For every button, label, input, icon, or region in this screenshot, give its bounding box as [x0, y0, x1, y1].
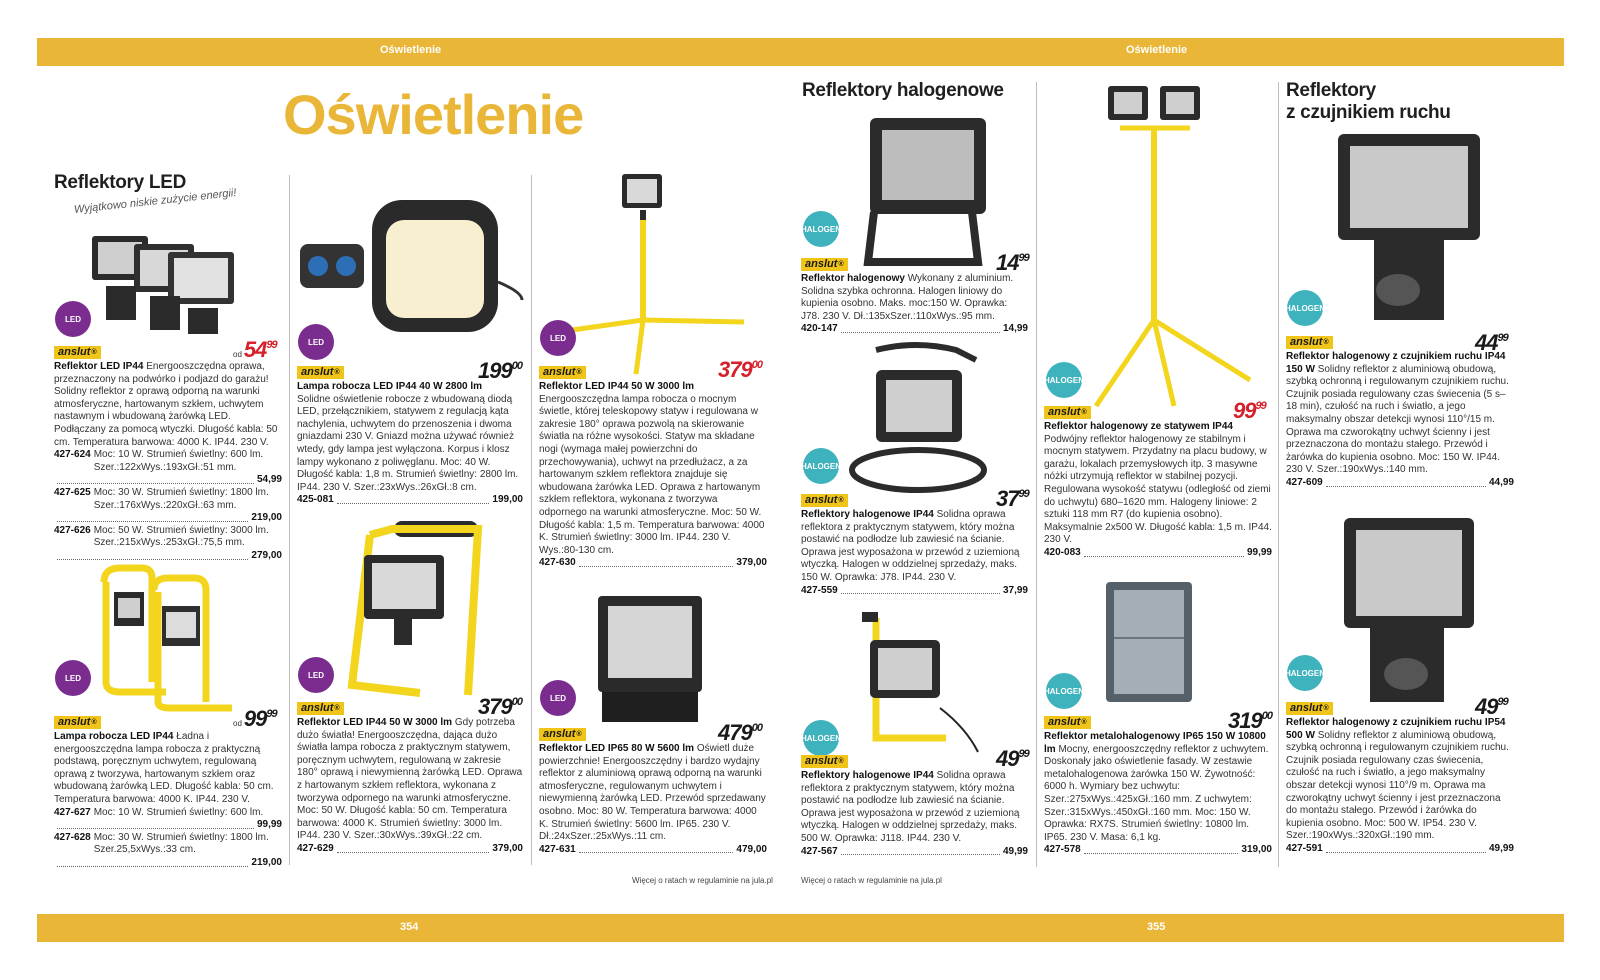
product-desc: Solidne oświetlenie robocze z wbudowaną diodą LED, przełącznikiem, statywem z regulacją kąta nachylenia, uchwytem do przenoszenia i dwoma gniazdami 230 V. Gniazd można używać również wtedy, gdy lampa jest wyłączona. Korpus i klosz lampy wykonano z poliwęglanu. Moc: 40 W. Długość kabla: 1,8 m. Strumień świetlny: 2800 lm. IP44. 230 V. Szer.:23xWys.:26xGł.:8 cm.	[297, 393, 519, 493]
price-main: 49	[1475, 694, 1498, 719]
variant-desc: Moc: 10 W. Strumień świetlny: 600 lm. Szer.:122xWys.:193xGł.:51 mm.	[93, 449, 264, 473]
price-cents: 99	[266, 708, 277, 720]
product-code: 427-591	[1286, 842, 1323, 854]
header-label-left: Oświetlenie	[380, 44, 442, 56]
divider	[531, 175, 532, 865]
brand-name: anslut	[301, 702, 334, 714]
price-row	[801, 323, 1028, 336]
led-badge: LED	[298, 324, 334, 360]
variant-desc: Moc: 10 W. Strumień świetlny: 600 lm.	[93, 806, 264, 818]
price-prefix: od	[233, 719, 242, 728]
price-cents: 99	[1255, 400, 1266, 412]
divider	[1278, 82, 1279, 867]
price-prefix: od	[233, 350, 242, 359]
product-name: Reflektor LED IP44 50 W 3000 lm	[297, 717, 453, 728]
led-badge: LED	[540, 320, 576, 356]
halogen-double-tripod-image	[1090, 80, 1260, 410]
variant-row	[54, 487, 282, 512]
brand-name: anslut	[543, 366, 576, 378]
product-code: 427-625	[54, 486, 91, 498]
price-row	[54, 857, 282, 870]
product-desc: Ładna i energooszczędna lampa robocza z praktyczną podstawą, poręcznym uchwytem, regulowaną oprawą z tworzywa, hartowanym szkłem oraz wbudowaną żarówką LED. Długość kabla: 50 cm. Temperatura barwowa: 4000 K. IP44. 230 V.	[54, 731, 274, 805]
led-floodlights-image	[86, 228, 246, 338]
product-code: 427-559	[801, 584, 838, 596]
product-desc: Oświetl duże powierzchnie! Energooszczędny i bardzo wydajny reflektor z aluminiową oprawą odporną na warunki atmosferyczne, regulowanym uchwytem i niewymienną żarówką LED. Przewód sprzedawany osobno. Moc: 80 W. Temperatura barwowa: 4000 K. Strumień świetlny: 5600 lm. IP65. 230 V. Dł.:24xSzer.:25xWys.:11 cm.	[539, 743, 766, 843]
product-desc: Solidna oprawa reflektora z praktycznym statywem, który można postawić na podłodze lub zawiesić na ścianie. Oprawa jest wyposażona w przewód z uziemioną wtyczką. Halogen w oddzielnej sprzedaży, maks. 150 W. Oprawka: J78. IP44. 230 V.	[801, 509, 1020, 583]
product-price: 49,99	[1002, 845, 1028, 857]
product-name: Reflektor LED IP65 80 W 5600 lm	[539, 743, 695, 754]
product-card	[297, 366, 523, 507]
product-name: Reflektor halogenowy	[801, 273, 905, 284]
price-main: 54	[243, 337, 267, 362]
page-number-right: 355	[1147, 921, 1166, 933]
product-code: 420-147	[801, 323, 838, 335]
motion-sensor-reflector-150w-image	[1334, 130, 1484, 330]
product-description	[801, 273, 1028, 323]
halogen-badge: HALOGEN	[803, 211, 839, 247]
product-description	[1286, 351, 1514, 477]
product-desc: Energooszczędna lampa robocza o mocnym świetle, której teleskopowy statyw i regulowana w zakresie 180° oprawa pozwolą na skierowanie światła na różne wysokości. Statyw ma składane nogi (wymaga małej powierzchni do przechowywania), uchwyt na przedłużacz, a za hartowanym szkłem reflektora znajduje się wbudowana żarówka LED. Oprawa z hartowanym szkłem reflektora, wykonana z tworzywa odpornego na warunki atmosferyczne. Moc: 50 W. Długość kabla: 1,5 m. Temperatura barwowa: 4000 K. Strumień świetlny: 3000 lm. IP44. 230 V. Wys.:80-130 cm.	[539, 393, 765, 556]
product-code: 427-630	[539, 557, 576, 569]
product-code: 420-083	[1044, 546, 1081, 558]
price-row	[54, 550, 282, 563]
product-price: 199,00	[492, 494, 523, 506]
section-title-motion-line1: Reflektory	[1286, 80, 1376, 101]
product-desc: Solidna oprawa reflektora z praktycznym statywem, który można postawić na podłodze lub zawiesić na ścianie. Oprawa jest wyposażona w przewód z uziemioną wtyczką. Halogen w oddzielnej sprzedaży, maks. 500 W. Oprawka: J118. IP44. 230 V.	[801, 770, 1020, 844]
halogen-badge: HALOGEN	[803, 720, 839, 756]
product-code: 427-578	[1044, 844, 1081, 856]
product-code: 427-624	[54, 449, 91, 461]
product-description	[539, 381, 767, 557]
product-price: 99,99	[1246, 546, 1272, 558]
variant-price: 279,00	[251, 549, 282, 561]
brand-name: anslut	[301, 366, 334, 378]
variant-desc: Moc: 30 W. Strumień świetlny: 1800 lm. Szer.:176xWys.:220xGł.:63 mm.	[93, 486, 269, 511]
halogen-reflector-image	[858, 112, 998, 270]
product-name: Reflektor halogenowy z czujnikiem ruchu IP54 500 W	[1286, 717, 1506, 741]
product-card	[1286, 336, 1514, 490]
price-cents: 99	[1018, 252, 1029, 264]
price-main: 379	[478, 694, 512, 719]
product-name: Reflektory halogenowe IP44	[801, 770, 934, 781]
product-price: 379,00	[736, 557, 767, 569]
price-main: 99	[1233, 398, 1256, 423]
product-name: Lampa robocza LED IP44 40 W 2800 lm	[297, 381, 483, 392]
product-name: Reflektor LED IP44 50 W 3000 lm	[539, 381, 695, 392]
divider	[289, 175, 290, 865]
product-desc: Solidny reflektor z aluminiową obudową, szybką ochronną i regulowanym czujnikiem ruchu. Czujnik posiada regulowany czas świecenia, czułość na ruch i światło, a jego maksymalny obszar detekcji wynosi 110°/9 m. Oprawa ma czworokątny uchwyt ścienny i jest przeznaczona do montażu stałego. Przewód i żarówka do kupienia osobno. Moc: 500 W. IP54. 230 V. Szer.:190xWys.:320xGł.:190 mm.	[1286, 729, 1509, 842]
product-code: 427-567	[801, 845, 838, 857]
price-main: 99	[243, 706, 267, 731]
product-code: 427-631	[539, 843, 576, 855]
price-cents: 00	[1261, 710, 1272, 722]
footnote-right: Więcej o ratach w regulaminie na jula.pl	[801, 876, 942, 885]
product-price: 44,99	[1488, 476, 1514, 488]
price-cents: 99	[1018, 488, 1029, 500]
price-row	[1044, 844, 1272, 857]
brand-badge: anslut®	[801, 258, 848, 271]
brand-name: anslut	[805, 494, 838, 506]
product-description	[539, 743, 767, 844]
product-card	[1286, 702, 1514, 856]
product-name: Reflektor halogenowy z czujnikiem ruchu IP44 150 W	[1286, 351, 1506, 375]
product-price: 37,99	[1002, 584, 1028, 596]
brand-badge: anslut®	[1044, 406, 1091, 419]
variant-price: 54,99	[256, 474, 282, 486]
led-flood-ip65-image	[594, 592, 706, 730]
product-card	[297, 702, 523, 856]
section-title-led: Reflektory LED	[54, 172, 187, 193]
product-price: 14,99	[1002, 323, 1028, 335]
price-cents: 00	[751, 722, 762, 734]
product-card	[801, 755, 1028, 858]
brand-name: anslut	[58, 716, 91, 728]
page-number-left: 354	[400, 921, 419, 933]
product-description	[1286, 717, 1514, 843]
product-card	[539, 366, 767, 570]
variant-desc: Moc: 50 W. Strumień świetlny: 3000 lm. Szer.:215xWys.:253xGł.:75,5 mm.	[93, 524, 269, 549]
product-name: Lampa robocza LED IP44	[54, 731, 174, 742]
price-main: 44	[1475, 330, 1498, 355]
led-reflector-stand-image	[340, 515, 490, 700]
brand-badge: anslut®	[801, 494, 848, 507]
product-price: 479,00	[736, 843, 767, 855]
brand-badge: anslut®	[297, 366, 344, 379]
halogen-badge: HALOGEN	[1287, 290, 1323, 326]
product-desc: Gdy potrzeba dużo światła! Energooszczędna, dająca dużo światła lampa robocza z praktycznym statywem, poręcznym uchwytem, regulowaną w zakresie 180° oprawą i niewymienną żarówką LED. Oprawa z hartowanym szkłem reflektora, wykonana z tworzywa odpornego na warunki atmosferyczne. Moc: 50 W. Długość kabla: 50 cm. Temperatura barwowa: 4000 K. Strumień świetlny: 3000 lm. IP44. 230 V. Szer.:30xWys.:39xGł.:22 cm.	[297, 717, 523, 842]
brand-name: anslut	[58, 346, 91, 358]
halogen-work-lamp-image	[846, 340, 1006, 500]
brand-name: anslut	[543, 728, 576, 740]
brand-badge: anslut®	[54, 716, 101, 729]
halogen-badge: HALOGEN	[1287, 655, 1323, 691]
header-label-right: Oświetlenie	[1126, 44, 1188, 56]
metal-halide-reflector-image	[1100, 578, 1200, 708]
product-card	[801, 258, 1028, 336]
product-price: 319,00	[1241, 844, 1272, 856]
section-title-halogen: Reflektory halogenowe	[802, 80, 1004, 101]
variant-price: 219,00	[251, 512, 282, 524]
led-badge: LED	[55, 660, 91, 696]
product-desc: Energooszczędna oprawa, przeznaczony na podwórko i podjazd do garażu! Solidny reflektor z oprawą odporną na warunki atmosferyczne, hartowanym szkłem, uchwytem nastawnym i wbudowaną żarówką LED. Podłączany za pomocą wtyczki. Długość kabla: 50 cm. Temperatura barwowa: 4000 K. IP44. 230 V.	[54, 361, 278, 448]
halogen-badge: HALOGEN	[803, 448, 839, 484]
price-row	[539, 844, 767, 857]
price-cents: 00	[511, 696, 522, 708]
product-name: Reflektor metalohalogenowy IP65 150 W 10800 lm	[1044, 731, 1266, 755]
product-desc: Mocny, energooszczędny reflektor z uchwytem. Doskonały jako oświetlenie fasady. W zestawie metalohalogenowa żarówka 150 W. Żywotność: 6000 h. Wymiary bez uchwytu: Szer.:275xWys.:425xGł.:160 mm. Z uchwytem: Szer.:315xWys.:450xGł.:160 mm. Moc: 150 W. Oprawka: RX7S. Strumień świetlny: 10800 lm. IP65. 230 V. Masa: 6,1 kg.	[1044, 743, 1269, 843]
price-row	[801, 585, 1028, 598]
led-reflector-tripod-image	[560, 170, 750, 380]
product-description	[54, 361, 282, 449]
price-row	[297, 843, 523, 856]
halogen-badge: HALOGEN	[1046, 673, 1082, 709]
price-main: 479	[718, 720, 752, 745]
led-lamp-with-sockets-image	[296, 192, 526, 342]
footnote-left: Więcej o ratach w regulaminie na jula.pl	[632, 876, 773, 885]
brand-badge: anslut®	[1286, 336, 1333, 349]
variant-row	[54, 832, 282, 857]
price-main: 37	[996, 486, 1019, 511]
price-row	[297, 494, 523, 507]
product-desc: Solidny reflektor z aluminiową obudową, szybką ochronną i regulowanym czujnikiem ruchu. Czujnik posiada regulowany czas świecenia (5 s–18 min), czułość na ruch i światło, a jego maksymalny obszar detekcji wynosi 110°/15 m. Oprawa ma czworokątny uchwyt ścienny i jest przeznaczona do montażu stałego. Przewód i żarówka do kupienia osobno. Moc: 150 W. IP44. 230 V. Szer.:190xWys.:140 mm.	[1286, 363, 1509, 476]
product-desc: Podwójny reflektor halogenowy ze stabilnym i mocnym statywem. Przydatny na placu budowy, w garażu, lokalach przemysłowych itp. 3 masywne nóżki utrzymują reflektor w stabilnej pozycji. Regulowana wysokość statywu (odległość od ziemi do uchwytu) 680–1620 mm. Halogeny liniowe: 2 sztuki 118 mm R7 (do kupienia osobno). Maksymalnie 2x500 W. Długość kabla: 1,5 m. IP44. 230 V.	[1044, 433, 1272, 546]
price-row	[54, 474, 282, 487]
motion-sensor-reflector-500w-image	[1340, 514, 1480, 710]
brand-badge: anslut®	[539, 728, 586, 741]
led-work-lamps-image	[96, 562, 246, 712]
brand-badge: anslut®	[1286, 702, 1333, 715]
price-cents: 99	[1497, 696, 1508, 708]
product-description	[801, 770, 1028, 846]
price-row	[54, 819, 282, 832]
brand-name: anslut	[1048, 716, 1081, 728]
halogen-badge: HALOGEN	[1046, 362, 1082, 398]
product-code: 427-627	[54, 806, 91, 818]
brand-name: anslut	[805, 258, 838, 270]
led-badge: LED	[55, 301, 91, 337]
price-row	[801, 846, 1028, 859]
product-name: Reflektor LED IP44	[54, 361, 144, 372]
product-code: 427-629	[297, 842, 334, 854]
brand-badge: anslut®	[801, 755, 848, 768]
price-main: 49	[996, 746, 1019, 771]
product-card	[801, 494, 1028, 597]
product-name: Reflektory halogenowe IP44	[801, 509, 934, 520]
product-card	[539, 728, 767, 856]
brand-badge: anslut®	[54, 346, 101, 359]
price-cents: 99	[1497, 332, 1508, 344]
brand-badge: anslut®	[297, 702, 344, 715]
led-badge: LED	[540, 680, 576, 716]
variant-price: 219,00	[251, 856, 282, 868]
header-band	[37, 38, 1564, 66]
footer-band	[37, 914, 1564, 942]
price-row	[539, 557, 767, 570]
halogen-yellow-stand-image	[856, 608, 986, 758]
brand-name: anslut	[805, 755, 838, 767]
product-card	[1044, 716, 1272, 857]
price-cents: 00	[511, 360, 522, 372]
brand-name: anslut	[1048, 406, 1081, 418]
variant-price: 99,99	[256, 819, 282, 831]
price-row	[1286, 843, 1514, 856]
product-code: 427-628	[54, 831, 91, 843]
brand-badge: anslut®	[1044, 716, 1091, 729]
variant-desc: Moc: 30 W. Strumień świetlny: 1800 lm. Szer.25,5xWys.:33 cm.	[93, 831, 269, 856]
variant-row	[54, 807, 282, 820]
product-price: 49,99	[1488, 842, 1514, 854]
section-title-motion	[1286, 80, 1451, 124]
product-desc: Wykonany z aluminium. Solidna szybka ochronna. Halogen liniowy do kupienia osobno. Maks. moc:150 W. Oprawka: J78. 230 V. Dł.:135xSzer.:110xWys.:95 mm.	[801, 273, 1014, 322]
brand-name: anslut	[1290, 702, 1323, 714]
price-row	[1286, 477, 1514, 490]
variant-row	[54, 449, 282, 474]
product-description	[297, 717, 523, 843]
page-title: Oświetlenie	[283, 83, 584, 146]
product-price: 379,00	[492, 842, 523, 854]
price-cents: 99	[266, 339, 277, 351]
variant-row	[54, 525, 282, 550]
product-code: 427-609	[1286, 476, 1323, 488]
price-row	[1044, 547, 1272, 560]
divider	[1036, 82, 1037, 867]
price-main: 199	[478, 358, 512, 383]
product-description	[54, 731, 282, 807]
product-description	[801, 509, 1028, 585]
price-main: 379	[718, 357, 752, 382]
product-name: Reflektor halogenowy ze statywem IP44	[1044, 421, 1233, 432]
brand-badge: anslut®	[539, 366, 586, 379]
product-description	[1044, 731, 1272, 844]
product-card	[54, 716, 282, 870]
price-main: 319	[1228, 708, 1262, 733]
price-cents: 00	[751, 359, 762, 371]
section-tagline: Wyjątkowo niskie zużycie energii!	[73, 186, 237, 216]
price-main: 14	[996, 250, 1019, 275]
brand-name: anslut	[1290, 336, 1323, 348]
price-cents: 99	[1018, 748, 1029, 760]
product-code: 427-626	[54, 524, 91, 536]
led-badge: LED	[298, 657, 334, 693]
product-code: 425-081	[297, 494, 334, 506]
product-card	[1044, 406, 1272, 560]
price-row	[54, 512, 282, 525]
section-title-motion-line2: z czujnikiem ruchu	[1286, 102, 1451, 123]
product-card	[54, 346, 282, 563]
